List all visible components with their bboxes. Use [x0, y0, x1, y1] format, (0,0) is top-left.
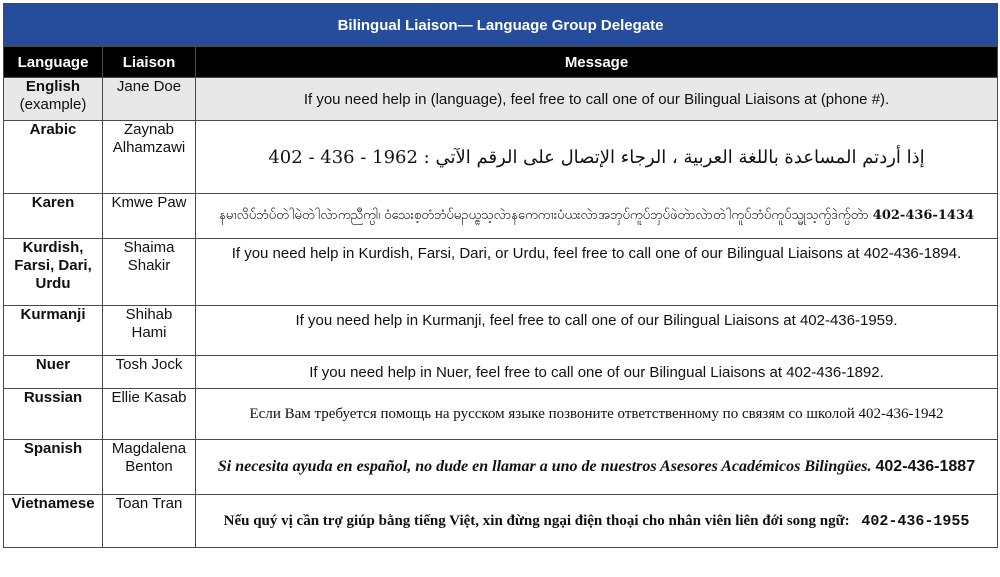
language-cell: Vietnamese [4, 495, 103, 548]
header-liaison: Liaison [103, 47, 196, 78]
language-cell: Kurmanji [4, 306, 103, 356]
liaison-cell: Jane Doe [103, 78, 196, 121]
table-row-kurdish [4, 239, 998, 306]
phone-number: 402-436-1434 [872, 207, 975, 223]
bilingual-liaison-table [3, 3, 998, 548]
header-row [4, 47, 998, 78]
liaison-cell: Shaima Shakir [103, 239, 196, 306]
header-message: Message [196, 47, 998, 78]
language-cell [4, 78, 103, 121]
title-row [4, 4, 998, 47]
language-cell: Kurdish, Farsi, Dari, Urdu [4, 239, 103, 306]
table-row-arabic [4, 121, 998, 194]
message-text: Si necesita ayuda en español, no dude en llamar a uno de nuestros Asesores Académicos Bilingües. [217, 458, 872, 475]
liaison-cell: Ellie Kasab [103, 389, 196, 440]
table-row-example [4, 78, 998, 121]
message-cell: إذا أردتم المساعدة باللغة العربية ، الرجاء الإتصال على الرقم الآتي : 1962 - 436 - 402 [196, 121, 998, 194]
language-note: (example) [19, 96, 87, 113]
language-name: English [25, 78, 81, 95]
liaison-cell: Kmwe Paw [103, 194, 196, 239]
liaison-cell: Zaynab Alhamzawi [103, 121, 196, 194]
liaison-cell: Shihab Hami [103, 306, 196, 356]
table-row-russian [4, 389, 998, 440]
liaison-cell: Tosh Jock [103, 356, 196, 389]
message-cell [196, 194, 998, 239]
message-cell [196, 440, 998, 495]
message-text: နမၢလိပ်ဘံပ်တဲါမဲတဲါလဲာကညီက္ပါ၊ ၀ံသေးစ့တံဘံပ်မၣယၙသ့လဲာနကေကၢးပံယးလဲာအဘှပ်ကူပ်ဘှပ်ဖဲတဲာလဲာတဲါကူပ်ဘံပ်ကူပ်သ္မုသ့က္ပ်ဒဲက္ပ်တဲာ [218, 207, 869, 223]
table-row-vietnamese [4, 495, 998, 548]
header-language: Language [4, 47, 103, 78]
table-row-karen [4, 194, 998, 239]
message-cell: If you need help in Nuer, feel free to call one of our Bilingual Liaisons at 402-436-1892. [196, 356, 998, 389]
liaison-cell: Toan Tran [103, 495, 196, 548]
table-title: Bilingual Liaison— Language Group Delegate [4, 4, 998, 47]
language-cell: Karen [4, 194, 103, 239]
liaison-cell: Magdalena Benton [103, 440, 196, 495]
table-row-nuer [4, 356, 998, 389]
language-cell: Nuer [4, 356, 103, 389]
table-row-spanish [4, 440, 998, 495]
language-cell: Russian [4, 389, 103, 440]
language-cell: Arabic [4, 121, 103, 194]
message-cell: If you need help in Kurdish, Farsi, Dari, or Urdu, feel free to call one of our Bilingual Liaisons at 402-436-1894. [196, 239, 998, 306]
message-cell: If you need help in Kurmanji, feel free to call one of our Bilingual Liaisons at 402-436-1959. [196, 306, 998, 356]
message-cell [196, 495, 998, 548]
language-cell: Spanish [4, 440, 103, 495]
phone-number: 402-436-1887 [875, 458, 976, 475]
phone-number: 402-436-1955 [861, 512, 970, 530]
message-cell: If you need help in (language), feel free to call one of our Bilingual Liaisons at (phone #). [196, 78, 998, 121]
message-cell: Если Вам требуется помощь на русском языке позвоните ответственному по связям со школой 402-436-1942 [196, 389, 998, 440]
table-row-kurmanji [4, 306, 998, 356]
message-text: Nếu quý vị cần trợ giúp bằng tiếng Việt, xin đừng ngại điện thoại cho nhân viên liên đới song ngữ: [223, 512, 850, 529]
